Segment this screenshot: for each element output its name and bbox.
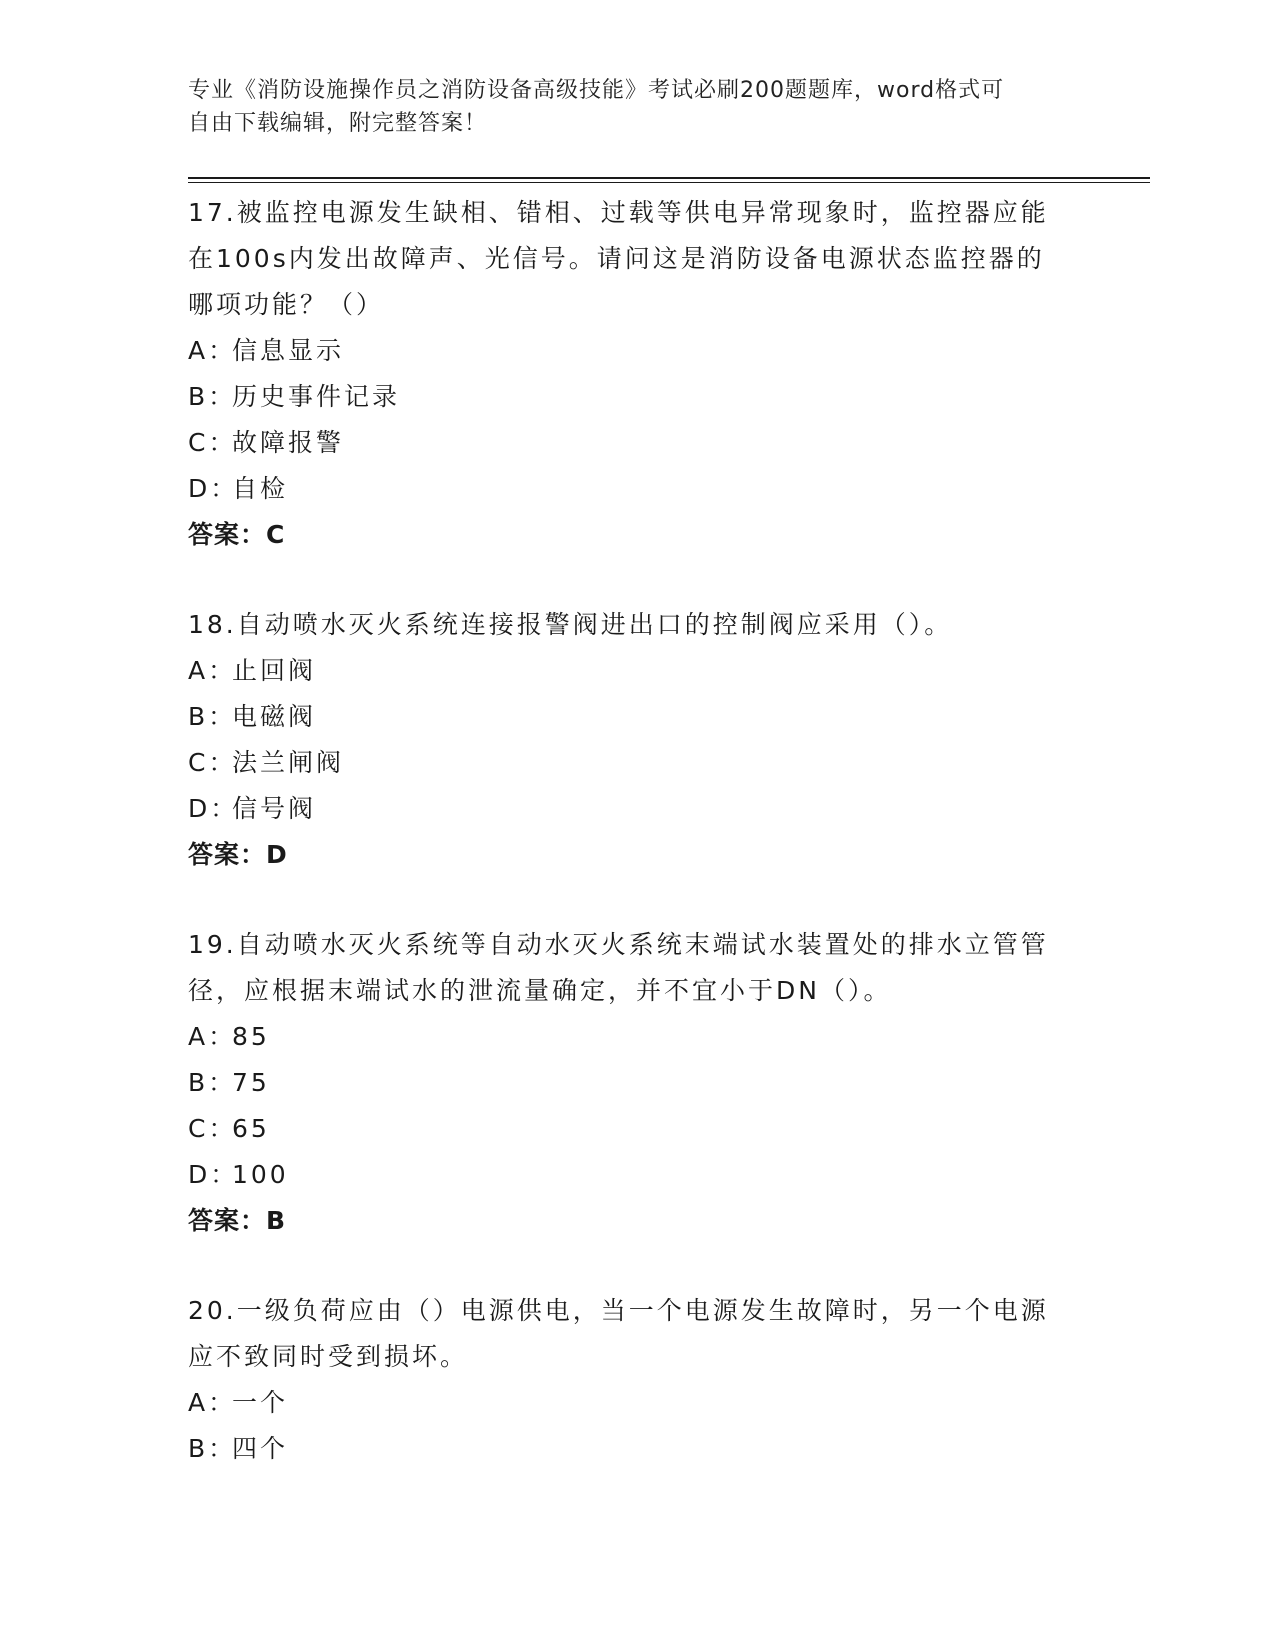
question-stem (188, 602, 1088, 648)
option-letter: B： (188, 1434, 237, 1463)
header-title-line-2: 自由下载编辑，附完整答案！ (188, 111, 488, 136)
option-c (188, 740, 1088, 786)
question-18 (188, 602, 1088, 878)
question-19 (188, 922, 1088, 1244)
option-a (188, 648, 1088, 694)
question-20 (188, 1288, 1088, 1472)
option-text: 信息显示 (232, 336, 345, 365)
question-stem-line: 应不致同时受到损坏。 (188, 1342, 469, 1371)
option-letter: D： (188, 794, 239, 823)
option-letter: B： (188, 702, 237, 731)
option-b (188, 694, 1088, 740)
document-header (188, 74, 1088, 140)
option-letter: C： (188, 428, 237, 457)
option-text: 一个 (232, 1388, 289, 1417)
question-stem-line: 20.一级负荷应由（）电源供电，当一个电源发生故障时，另一个电源 (188, 1296, 1049, 1325)
option-text: 四个 (232, 1434, 289, 1463)
option-text: 100 (232, 1160, 289, 1189)
option-letter: A： (188, 656, 237, 685)
option-letter: D： (188, 1160, 239, 1189)
option-letter: B： (188, 1068, 237, 1097)
option-a (188, 1014, 1088, 1060)
question-stem-line: 哪项功能？（） (188, 290, 385, 319)
option-text: 故障报警 (232, 428, 345, 457)
option-d (188, 466, 1088, 512)
answer-line: 答案：D (188, 840, 288, 869)
option-letter: C： (188, 1114, 237, 1143)
option-letter: A： (188, 1388, 237, 1417)
question-list (188, 190, 1088, 1516)
question-stem-line: 19.自动喷水灭火系统等自动水灭火系统末端试水装置处的排水立管管 (188, 930, 1049, 959)
option-text: 历史事件记录 (232, 382, 401, 411)
question-stem (188, 1288, 1088, 1380)
header-divider-thin (188, 182, 1150, 183)
question-stem-line: 17.被监控电源发生缺相、错相、过载等供电异常现象时，监控器应能 (188, 198, 1049, 227)
answer-line: 答案：B (188, 1206, 287, 1235)
option-b (188, 1060, 1088, 1106)
option-a (188, 328, 1088, 374)
option-text: 止回阀 (232, 656, 317, 685)
option-text: 电磁阀 (232, 702, 317, 731)
option-text: 85 (232, 1022, 270, 1051)
option-d (188, 786, 1088, 832)
option-c (188, 420, 1088, 466)
question-stem (188, 190, 1088, 328)
option-c (188, 1106, 1088, 1152)
option-b (188, 374, 1088, 420)
option-d (188, 1152, 1088, 1198)
option-text: 自检 (232, 474, 289, 503)
option-letter: C： (188, 748, 237, 777)
option-letter: A： (188, 336, 237, 365)
answer-line: 答案：C (188, 520, 286, 549)
question-stem-line: 径，应根据末端试水的泄流量确定，并不宜小于DN（）。 (188, 976, 892, 1005)
option-letter: A： (188, 1022, 237, 1051)
question-17 (188, 190, 1088, 558)
option-text: 75 (232, 1068, 270, 1097)
question-stem-line: 18.自动喷水灭火系统连接报警阀进出口的控制阀应采用（）。 (188, 610, 953, 639)
question-stem-line: 在100s内发出故障声、光信号。请问这是消防设备电源状态监控器的 (188, 244, 1045, 273)
option-text: 65 (232, 1114, 270, 1143)
header-divider-thick (188, 177, 1150, 179)
option-b (188, 1426, 1088, 1472)
option-text: 法兰闸阀 (232, 748, 345, 777)
header-title-line-1: 专业《消防设施操作员之消防设备高级技能》考试必刷200题题库，word格式可 (188, 78, 1005, 103)
question-stem (188, 922, 1088, 1014)
option-letter: B： (188, 382, 237, 411)
option-a (188, 1380, 1088, 1426)
option-letter: D： (188, 474, 239, 503)
option-text: 信号阀 (232, 794, 317, 823)
